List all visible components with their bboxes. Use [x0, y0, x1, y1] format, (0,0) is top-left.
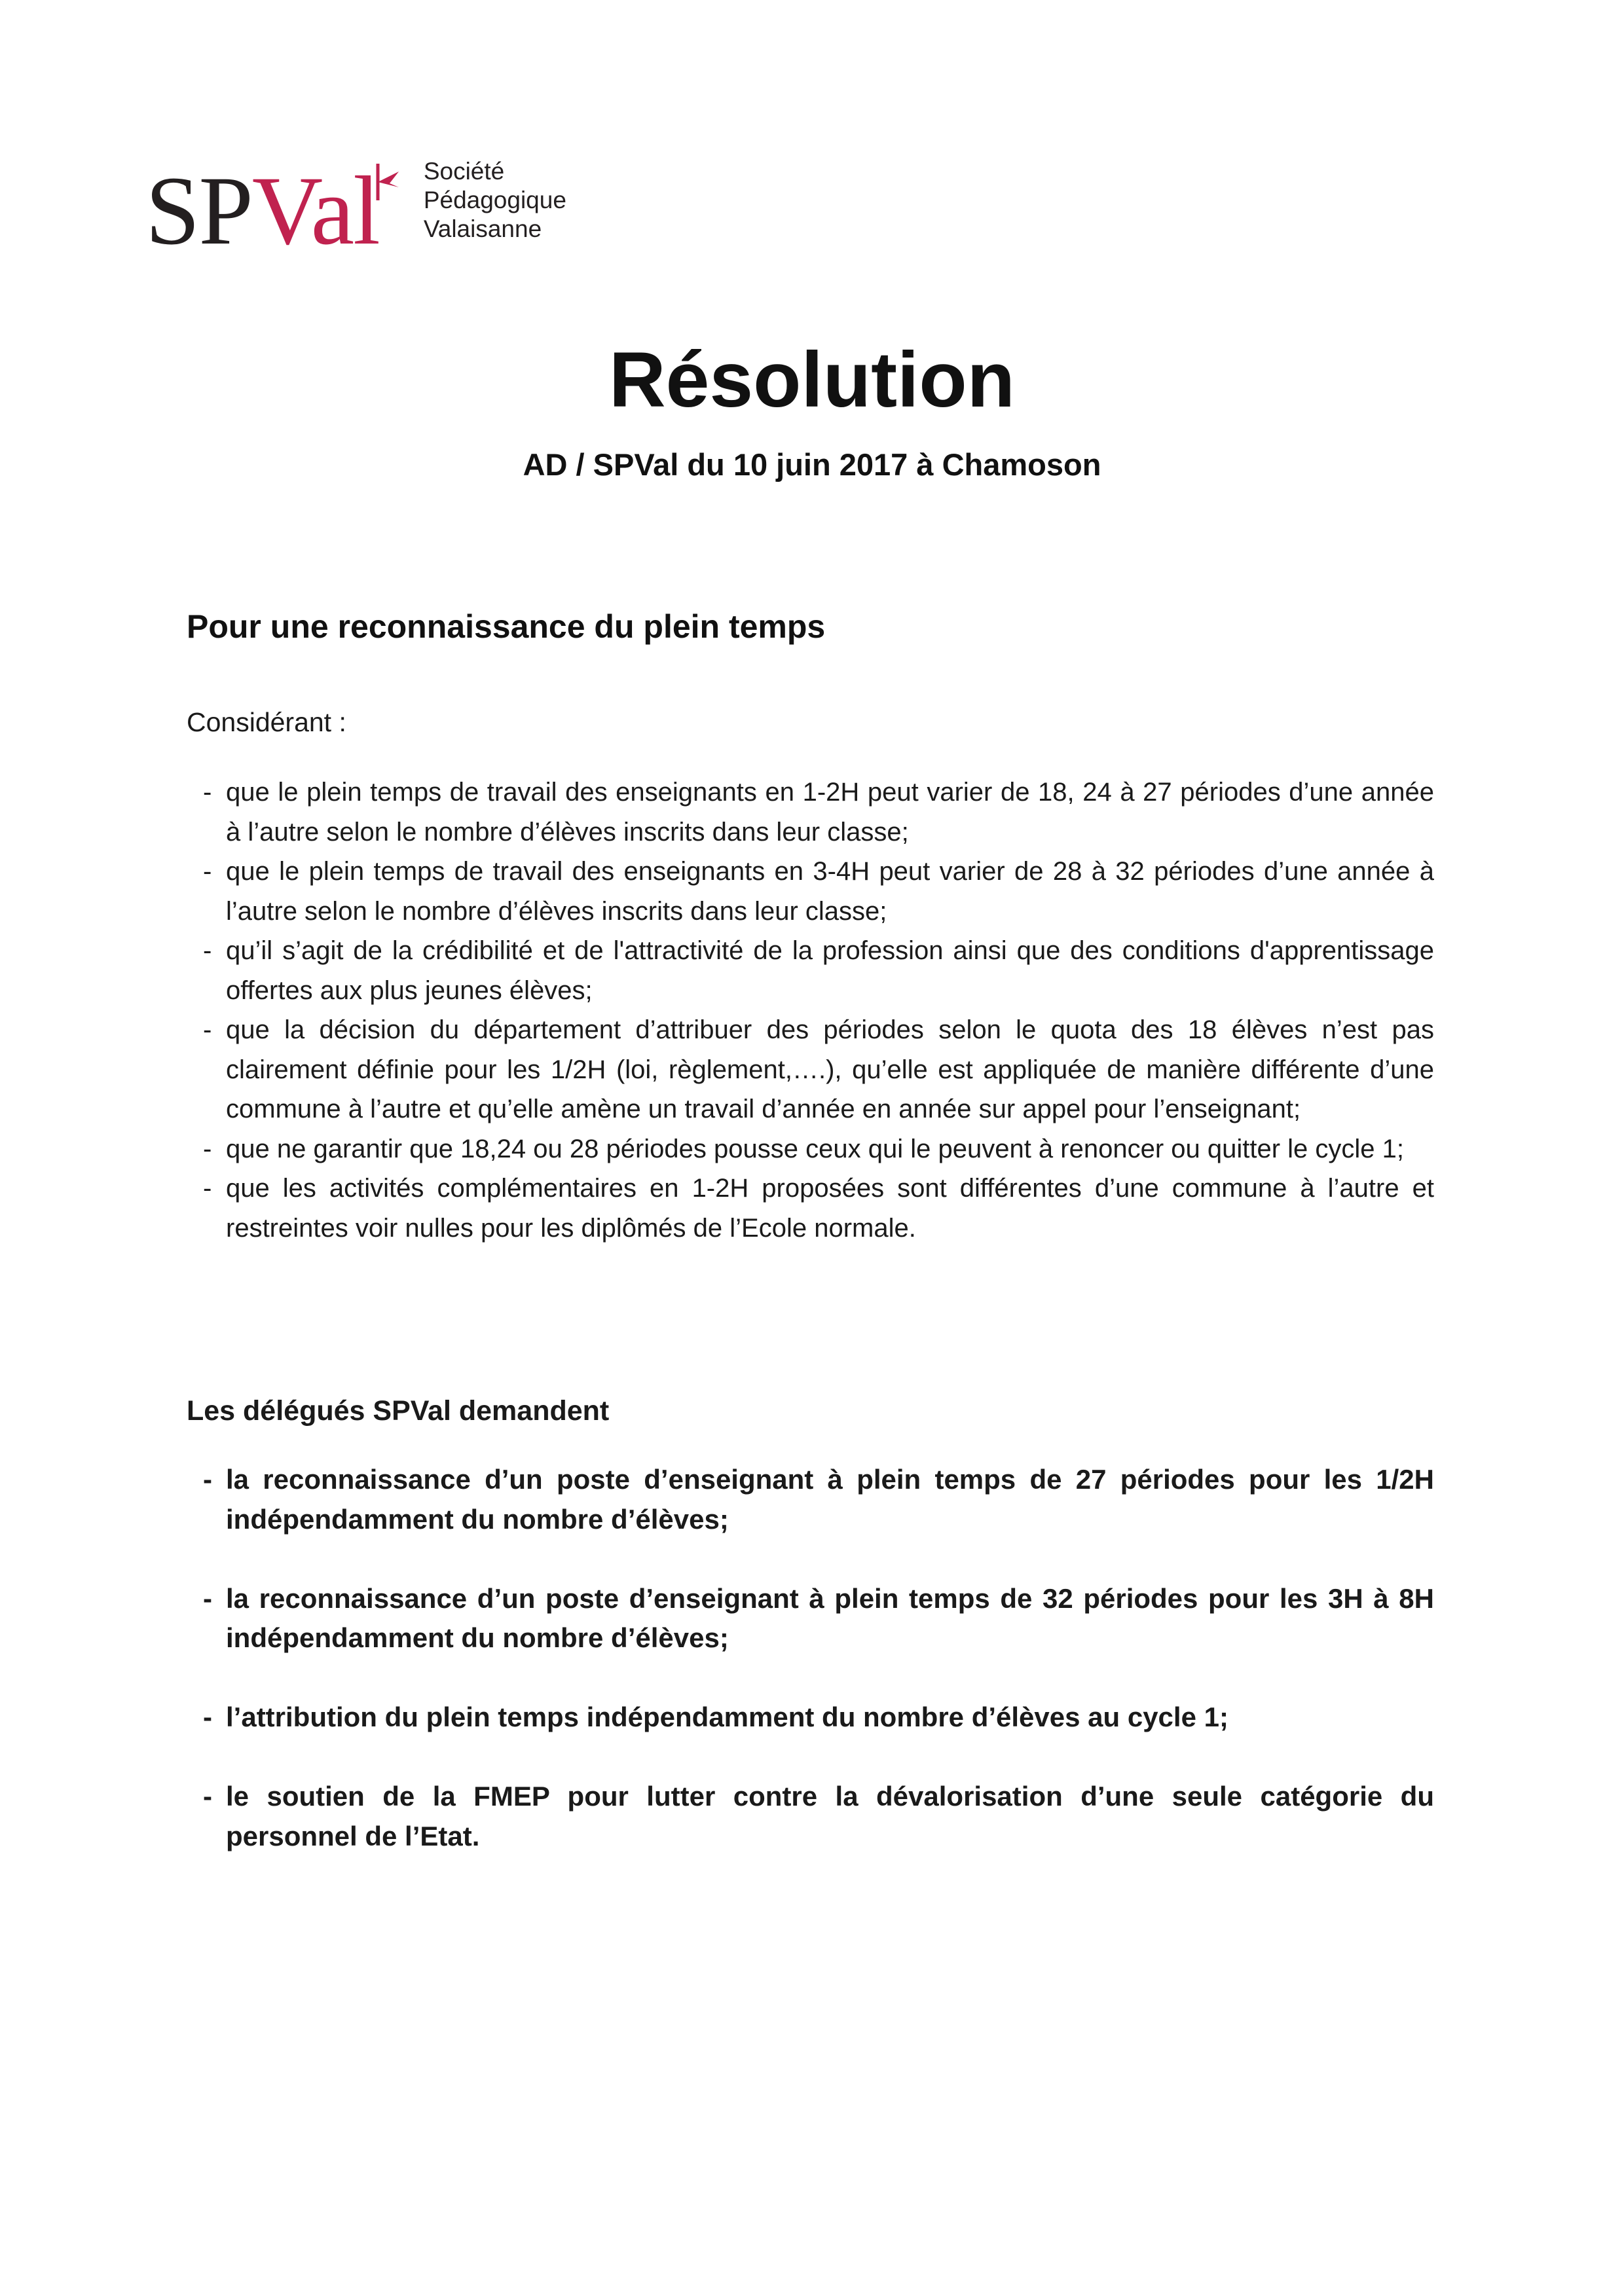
consideration-text: que les activités complémentaires en 1-2H proposées sont différentes d’une commune à l’autre et restreintes voir nulles pour les diplômés de l’Ecole normale. [226, 1174, 1434, 1243]
list-item [203, 1460, 1434, 1539]
consideration-text: que la décision du département d’attribuer des périodes selon le quota des 18 élèves n’est pas clairement définie pour les 1/2H (loi, règlement,….), qu’elle est appliquée de manière différente d’une commune à l’autre et qu’elle amène un travail d’année en année sur appel pour l’enseignant; [226, 1015, 1434, 1123]
bullet-dash: - [203, 1134, 212, 1163]
list-item [203, 1777, 1434, 1856]
bullet-dash: - [203, 1582, 212, 1614]
list-item [203, 773, 1434, 852]
list-item [203, 1129, 1434, 1169]
consideration-text: que le plein temps de travail des enseignants en 1-2H peut varier de 18, 24 à 27 périodes d’une année à l’autre selon le nombre d’élèves inscrits dans leur classe; [226, 778, 1434, 847]
document-title: Résolution [609, 336, 1015, 424]
list-item [203, 1579, 1434, 1658]
bullet-dash: - [203, 1174, 212, 1203]
list-item [203, 1698, 1434, 1738]
bullet-dash: - [203, 1015, 212, 1044]
demand-text: la reconnaissance d’un poste d’enseignant à plein temps de 32 périodes pour les 3H à 8H indépendamment du nombre d’élèves; [226, 1582, 1434, 1653]
logo-caption [424, 157, 566, 244]
consideration-text: que le plein temps de travail des enseignants en 3-4H peut varier de 28 à 32 périodes d’une année à l’autre selon le nombre d’élèves inscrits dans leur classe; [226, 857, 1434, 926]
list-item [203, 1010, 1434, 1129]
list-item [203, 931, 1434, 1010]
logo-line-1: Société [423, 158, 505, 185]
logo-line-3: Valaisanne [423, 215, 542, 242]
bullet-dash: - [203, 936, 212, 965]
bullet-dash: - [203, 1702, 212, 1732]
considerations-list [203, 773, 1434, 1248]
demand-text: la reconnaissance d’un poste d’enseignant à plein temps de 27 périodes pour les 1/2H indépendamment du nombre d’élèves; [226, 1464, 1434, 1535]
bullet-dash: - [203, 857, 212, 886]
list-item [203, 852, 1434, 931]
demand-heading: Les délégués SPVal demandent [187, 1395, 610, 1427]
consideration-text: que ne garantir que 18,24 ou 28 périodes pousse ceux qui le peuvent à renoncer ou quitter le cycle 1; [226, 1134, 1405, 1163]
logo-line-2: Pédagogique [423, 187, 566, 213]
section-heading: Pour une reconnaissance du plein temps [187, 608, 826, 645]
document-subtitle: AD / SPVal du 10 juin 2017 à Chamoson [523, 447, 1101, 482]
demands-list [203, 1460, 1434, 1896]
spval-logo [145, 145, 566, 263]
bullet-dash: - [203, 1464, 212, 1495]
bullet-dash: - [203, 778, 212, 807]
list-item [203, 1169, 1434, 1248]
logo-wordmark [145, 145, 416, 265]
bullet-dash: - [203, 1781, 212, 1812]
demand-text: le soutien de la FMEP pour lutter contre la dévalorisation d’une seule catégorie du personnel de l’Etat. [226, 1781, 1434, 1851]
demand-text: l’attribution du plein temps indépendamment du nombre d’élèves au cycle 1; [226, 1702, 1228, 1732]
logo-star-icon [379, 145, 416, 244]
logo-val: Val [251, 156, 379, 265]
logo-sp: SP [145, 156, 252, 265]
considerant-label: Considérant : [187, 707, 346, 737]
consideration-text: qu’il s’agit de la crédibilité et de l'attractivité de la profession ainsi que des conditions d'apprentissage offertes aux plus jeunes élèves; [226, 936, 1434, 1005]
